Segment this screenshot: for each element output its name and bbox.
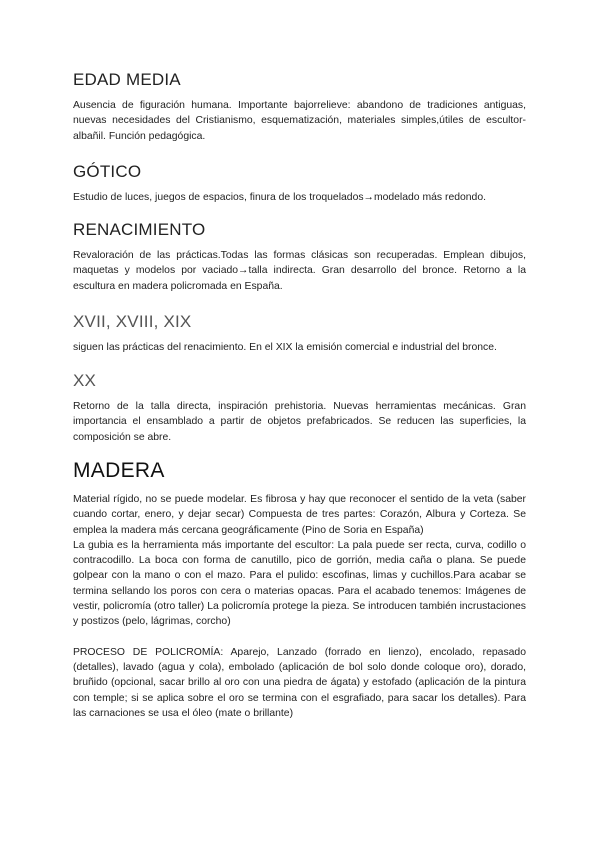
section-heading: RENACIMIENTO: [73, 220, 206, 239]
section-text: Estudio de luces, juegos de espacios, finura de los troquelados→modelado más redondo.: [73, 192, 486, 203]
section-gotico: [73, 162, 526, 205]
section-edad-media: [73, 70, 526, 144]
section-xvii-xviii-xix: [73, 312, 526, 355]
section-xx: [73, 371, 526, 445]
section-heading: EDAD MEDIA: [73, 70, 181, 89]
section-text: Revaloración de las prácticas.Todas las formas clásicas son recuperadas. Emplean dibujos, maquetas y modelos por vaciado→talla indirecta. Gran desarrollo del bronce. Retorno a la escultura en madera policromada en España.: [73, 250, 526, 292]
section-text: Ausencia de figuración humana. Importante bajorrelieve: abandono de tradiciones antiguas, nuevas necesidades del Cristianismo, esquematización, materiales simples,útiles de escultor-albañil. Función pedagógica.: [73, 100, 526, 142]
madera-paragraph-3: PROCESO DE POLICROMÍA: Aparejo, Lanzado (forrado en lienzo), encolado, repasado (detalles), lavado (agua y cola), embolado (aplicación de bol solo donde coloque oro), dorado, bruñido (opcional, sacar brillo al oro con una piedra de ágata) y estofado (aplicación de la pintura con temple; si se aplica sobre el oro se termina con el esgrafiado, para sacar los detalles). Para las carnaciones se usa el óleo (mate o brillante): [73, 646, 526, 719]
madera-heading: MADERA: [73, 459, 165, 482]
madera-paragraph-1: Material rígido, no se puede modelar. Es fibrosa y hay que reconocer el sentido de la veta (saber cuando cortar, enero, y dejar secar) Compuesta de tres partes: Corazón, Albura y Corteza. Se emplea la madera más cercana geográficamente (Pino de Soria en España): [73, 494, 526, 536]
section-text: Retorno de la talla directa, inspiración prehistoria. Nuevas herramientas mecánicas. Gran importancia el ensamblado a partir de objetos prefabricados. Se reducen las superficies, la composición se abre.: [73, 401, 526, 443]
section-heading: XX: [73, 371, 97, 390]
section-renacimiento: [73, 220, 526, 294]
section-heading: XVII, XVIII, XIX: [73, 312, 192, 331]
section-heading: GÓTICO: [73, 162, 142, 181]
section-text: siguen las prácticas del renacimiento. En el XIX la emisión comercial e industrial del bronce.: [73, 342, 497, 353]
section-madera: [73, 459, 526, 721]
madera-paragraph-2: La gubia es la herramienta más importante del escultor: La pala puede ser recta, curva, codillo o contracodillo. La boca con forma de canutillo, pico de gorrión, media caña o plana. Se puede golpear con la mano o con el mazo. Para el pulido: escofinas, limas y cuchillos.Para acabar se termina sellando los poros con cera o materias opacas. Para el acabado tenemos: Imágenes de vestir, policromía (otro taller) La policromía protege la pieza. Se introducen también incrustaciones y postizos (pelo, lágrimas, corcho): [73, 539, 526, 628]
